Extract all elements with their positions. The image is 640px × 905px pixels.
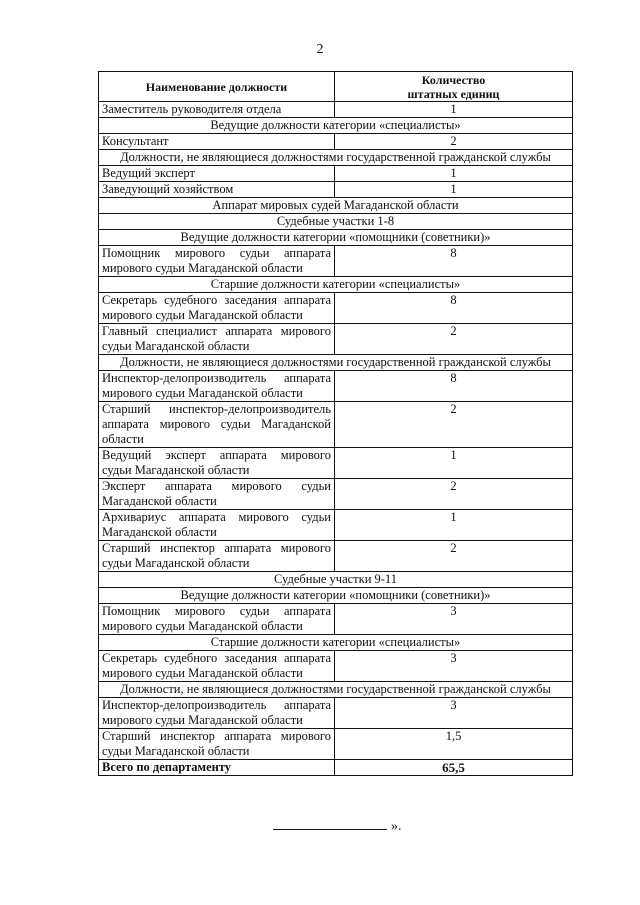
- staff-table: [98, 71, 573, 776]
- position-quantity: 1: [335, 182, 573, 198]
- section-row: [99, 588, 573, 604]
- table-row: [99, 246, 573, 277]
- table-header-row: [99, 72, 573, 102]
- section-row: [99, 572, 573, 588]
- position-name: Заведующий хозяйством: [99, 182, 335, 198]
- header-quantity-line2: штатных единиц: [407, 86, 500, 101]
- position-quantity: 8: [335, 293, 573, 324]
- table-row: [99, 293, 573, 324]
- section-row: [99, 277, 573, 293]
- position-quantity: 3: [335, 604, 573, 635]
- table-row: [99, 324, 573, 355]
- position-name: Старший инспектор аппарата мирового судьи Магаданской области: [99, 541, 335, 572]
- closing-quote: ».: [391, 819, 402, 834]
- position-quantity: 1: [335, 510, 573, 541]
- position-quantity: 1,5: [335, 729, 573, 760]
- position-quantity: 2: [335, 402, 573, 448]
- table-row: [99, 166, 573, 182]
- header-position-name: Наименование должности: [99, 72, 335, 102]
- table-row: [99, 729, 573, 760]
- section-row: [99, 118, 573, 134]
- position-quantity: 8: [335, 246, 573, 277]
- table-row: [99, 402, 573, 448]
- closing-line: [273, 818, 402, 835]
- table-row: [99, 604, 573, 635]
- table-row: [99, 479, 573, 510]
- table-row: [99, 102, 573, 118]
- signature-blank-line: [273, 818, 387, 830]
- section-heading: Аппарат мировых судей Магаданской области: [99, 198, 573, 214]
- section-row: [99, 198, 573, 214]
- section-heading: Ведущие должности категории «специалисты»: [99, 118, 573, 134]
- position-name: Инспектор-делопроизводитель аппарата мирового судьи Магаданской области: [99, 371, 335, 402]
- section-heading: Должности, не являющиеся должностями государственной гражданской службы: [99, 355, 573, 371]
- position-name: Помощник мирового судьи аппарата мирового судьи Магаданской области: [99, 246, 335, 277]
- position-quantity: 2: [335, 134, 573, 150]
- section-heading: Должности, не являющиеся должностями государственной гражданской службы: [99, 682, 573, 698]
- position-name: Секретарь судебного заседания аппарата мирового судьи Магаданской области: [99, 293, 335, 324]
- table-row: [99, 371, 573, 402]
- table-row: [99, 651, 573, 682]
- section-heading: Судебные участки 9-11: [99, 572, 573, 588]
- position-name: Эксперт аппарата мирового судьи Магаданской области: [99, 479, 335, 510]
- position-name: Консультант: [99, 134, 335, 150]
- header-quantity-line1: Количество: [421, 72, 486, 87]
- section-row: [99, 682, 573, 698]
- table-row: [99, 182, 573, 198]
- position-name: Секретарь судебного заседания аппарата мирового судьи Магаданской области: [99, 651, 335, 682]
- table-row: [99, 510, 573, 541]
- position-name: Ведущий эксперт: [99, 166, 335, 182]
- section-row: [99, 214, 573, 230]
- total-row: [99, 760, 573, 776]
- section-heading: Ведущие должности категории «помощники (советники)»: [99, 588, 573, 604]
- section-heading: Ведущие должности категории «помощники (советники)»: [99, 230, 573, 246]
- page-number: 2: [316, 42, 324, 57]
- position-quantity: 2: [335, 541, 573, 572]
- position-quantity: 1: [335, 102, 573, 118]
- position-quantity: 8: [335, 371, 573, 402]
- section-row: [99, 635, 573, 651]
- position-quantity: 2: [335, 324, 573, 355]
- table-row: [99, 541, 573, 572]
- section-heading: Судебные участки 1-8: [99, 214, 573, 230]
- position-quantity: 65,5: [335, 760, 573, 776]
- section-heading: Должности, не являющиеся должностями государственной гражданской службы: [99, 150, 573, 166]
- header-quantity: [335, 72, 573, 102]
- table-row: [99, 448, 573, 479]
- position-quantity: 3: [335, 698, 573, 729]
- position-name: Всего по департаменту: [99, 760, 335, 776]
- position-name: Главный специалист аппарата мирового судьи Магаданской области: [99, 324, 335, 355]
- position-quantity: 2: [335, 479, 573, 510]
- position-name: Инспектор-делопроизводитель аппарата мирового судьи Магаданской области: [99, 698, 335, 729]
- position-quantity: 3: [335, 651, 573, 682]
- section-row: [99, 355, 573, 371]
- position-name: Заместитель руководителя отдела: [99, 102, 335, 118]
- section-row: [99, 230, 573, 246]
- section-heading: Старшие должности категории «специалисты»: [99, 635, 573, 651]
- position-quantity: 1: [335, 166, 573, 182]
- section-row: [99, 150, 573, 166]
- table-row: [99, 698, 573, 729]
- position-name: Ведущий эксперт аппарата мирового судьи Магаданской области: [99, 448, 335, 479]
- section-heading: Старшие должности категории «специалисты»: [99, 277, 573, 293]
- table-body: [99, 102, 573, 776]
- position-quantity: 1: [335, 448, 573, 479]
- position-name: Помощник мирового судьи аппарата мирового судьи Магаданской области: [99, 604, 335, 635]
- position-name: Архивариус аппарата мирового судьи Магаданской области: [99, 510, 335, 541]
- position-name: Старший инспектор аппарата мирового судьи Магаданской области: [99, 729, 335, 760]
- table-row: [99, 134, 573, 150]
- position-name: Старший инспектор-делопроизводитель аппарата мирового судьи Магаданской области: [99, 402, 335, 448]
